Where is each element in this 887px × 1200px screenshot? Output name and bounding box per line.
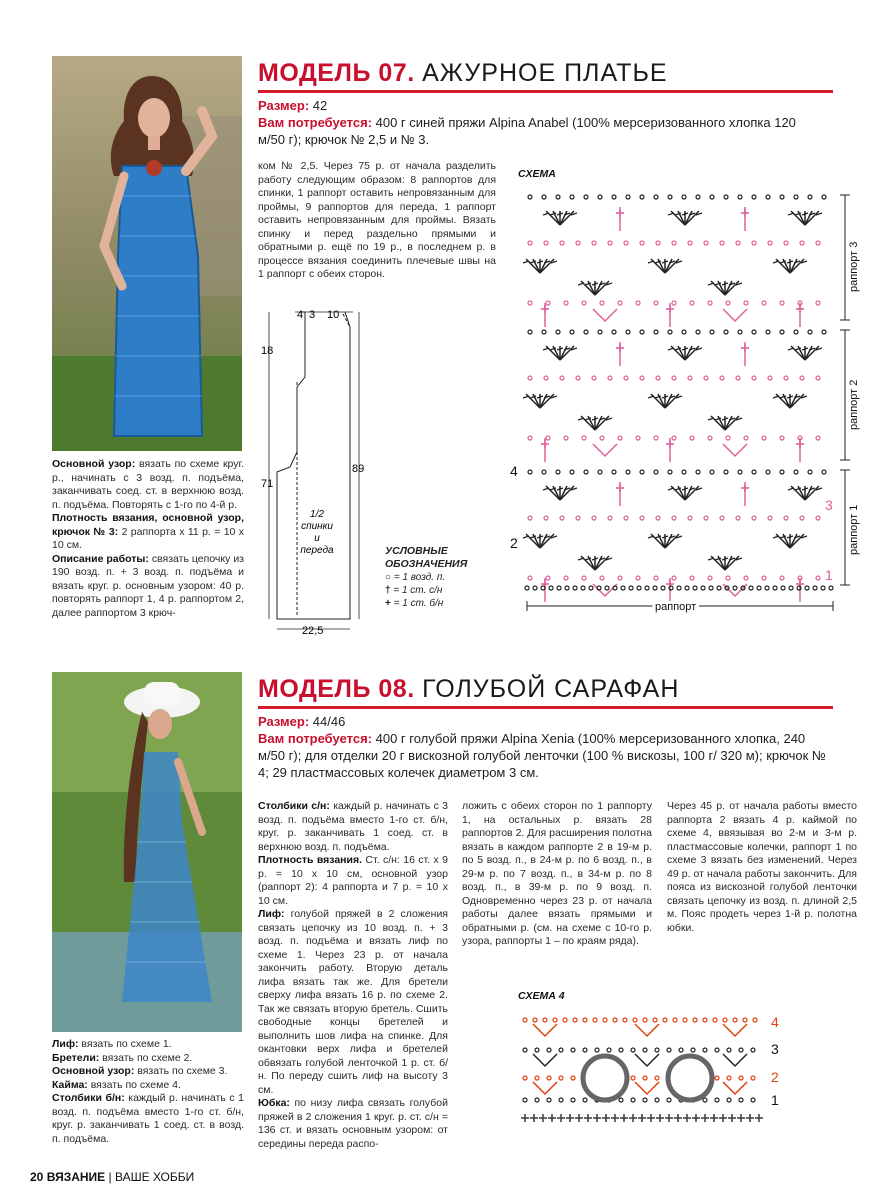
- paragraph: Лиф: вязать по схеме 1.: [52, 1038, 172, 1050]
- paragraph: Описание работы: связать цепочку из 190 возд. п. + 3 возд. п. подъёма и вязать круг. р. основным узором: 40 р. повторять раппорт 1, 4 р. раппортом 2, далее раппортом 3 крюч-: [52, 552, 244, 619]
- rapport-2-label: раппорт 2: [848, 379, 860, 430]
- pattern-label-line: переда: [300, 545, 334, 556]
- page-footer: [30, 1170, 194, 1184]
- model07-schema: [505, 180, 865, 620]
- dim-89: 89: [352, 463, 365, 475]
- pattern-label-line: и: [314, 533, 320, 544]
- need-value: 400 г синей пряжи Alpina Anabel (100% мерсеризованного хлопка 120 м/50 г); крючок № 2,5 и № 3.: [258, 115, 796, 147]
- model07-pattern-drawing: [255, 302, 375, 637]
- model08-title: [258, 674, 679, 704]
- single-crochet-icon: +: [385, 598, 391, 609]
- paragraph: Основной узор: вязать по схеме круг. р., начинать с 3 возд. п. подъёма, заканчивать соед. ст. в верхнюю возд. п. подъёма. Повторять с 1-го по 4-й р.: [52, 458, 244, 511]
- footer-separator: |: [108, 1170, 112, 1184]
- model07-photo: [52, 56, 242, 451]
- magazine-name: ВЯЗАНИЕ: [46, 1170, 106, 1184]
- size-label: Размер:: [258, 98, 310, 113]
- paragraph: Плотность вязания, основной узор, крючок № 3: 2 раппорта х 11 р. = 10 х 10 см.: [52, 512, 244, 551]
- plastic-ring: [583, 1056, 627, 1100]
- magazine-subtitle: ВАШЕ ХОББИ: [115, 1170, 195, 1184]
- need-label: Вам потребуется:: [258, 731, 372, 746]
- model08-meta: [258, 713, 828, 781]
- dim-18: 18: [261, 345, 274, 357]
- plastic-ring: [668, 1056, 712, 1100]
- dim-3: 3: [309, 309, 316, 321]
- paragraph: Юбка: по низу лифа связать голубой пряжей в 2 сложения 1 круг. р. ст. с/н = 136 ст. и вязать основным узором: от середины переда распо-: [258, 1097, 448, 1150]
- paragraph: Кайма: вязать по схеме 4.: [52, 1078, 181, 1091]
- legend-item: ○ = 1 возд. п.: [385, 572, 446, 583]
- size-value: 44/46: [312, 714, 346, 729]
- model08-schema4-title: СХЕМА 4: [518, 990, 565, 1002]
- model07-column-text: ком № 2,5. Через 75 р. от начала разделить работу следующим образом: 8 раппортов для спинки, 1 раппорт оставить непровязанным для проймы, 9 раппортов для переда, 1 раппорт оставить непровязанным для проймы. Вязать спинку и перед раздельно прямыми и обратными р. ещё по 19 р., в последнем р. в процессе вязания соединить плечевые швы на 1 раппорт с обеих сторон.: [258, 160, 496, 280]
- row-number-3: 3: [825, 497, 833, 513]
- paragraph: Столбики с/н: каждый р. начинать с 3 возд. п. подъёма вместо 1-го ст. б/н, круг. р. заканчивать 1 соед. ст. в верхнюю возд. п. подъёма.: [258, 800, 449, 853]
- model07-left-text: [52, 458, 244, 620]
- dim-71: 71: [261, 478, 274, 490]
- schema4-row-2: 2: [771, 1069, 779, 1085]
- pattern-label-line: 1/2: [310, 509, 324, 520]
- paragraph: Лиф: голубой пряжей в 2 сложения связать цепочку из 10 возд. п. + 3 возд. п. подъёма и вязать лиф по схеме 1. Через 23 р. от начала закончить работу. Вторую деталь лифа вязать так же. Для бретели сверху лифа вязать 16 р. по схеме 2. Так же связать вторую бретель. Сшить свободные концы бретелей и выполнить шов лифа на спинке. Для окантовки верх лифа и бретелей обвязать голубой ленточкой 1 р. ст. б/н. По переду сшить лиф на высоту 3 см.: [258, 908, 448, 1096]
- legend-item: † = 1 ст. с/н: [385, 585, 443, 596]
- model07-legend: [385, 545, 505, 610]
- page-number: 20: [30, 1170, 44, 1184]
- rapport-3-label: раппорт 3: [848, 241, 860, 292]
- legend-title: ОБОЗНАЧЕНИЯ: [385, 558, 468, 570]
- paragraph: Бретели: вязать по схеме 2.: [52, 1051, 193, 1064]
- model07-title-rule: [258, 90, 833, 93]
- schema4-row-1: 1: [771, 1092, 779, 1108]
- row-number-4: 4: [510, 463, 518, 479]
- row-number-2: 2: [510, 535, 518, 551]
- model08-column-1: [258, 800, 448, 1151]
- legend-title: УСЛОВНЫЕ: [385, 545, 448, 557]
- model07-title-prefix: МОДЕЛЬ 07.: [258, 59, 415, 87]
- model08-photo: [52, 672, 242, 1032]
- model07-meta: [258, 97, 818, 148]
- dim-4: 4: [297, 309, 304, 321]
- schema4-marks: [521, 1018, 763, 1122]
- model08-column-3: Через 45 р. от начала работы вместо раппорта 2 вязать 4 р. каймой по схеме 4, ввязывая во 2-м и 3-м р. пластмассовые колечки, раппорт 1 по схеме 3 вязать без изменений. Через 49 р. от начала работы закончить. Для пояса из вискозной голубой ленточки связать цепочку из возд. п. длиной 2,5 м. Пояс продеть через 1-й р. полотна юбки.: [667, 800, 857, 934]
- need-value: 400 г голубой пряжи Alpina Xenia (100% мерсеризованного хлопка, 240 м/50 г); для отделки 20 г вискозной голубой ленточки (100 % вискозы, 100 г/ 320 м); крючок № 4; 29 пластмассовых колечек диаметром 3 см.: [258, 731, 826, 780]
- model08-title-rule: [258, 706, 833, 709]
- size-label: Размер:: [258, 714, 310, 729]
- model08-column-2: ложить с обеих сторон по 1 раппорту 1, на остальных р. вязать 28 раппортов 2. Для расширения полотна вязать в каждом раппорте 2 в 19-м р. по 5 возд. п., в 24-м р. по 6 возд. п., в 29-м р. по 7 возд. п., в 34-м р. по 8 возд. п., в 39-м р. по 9 возд. п. Одновременно через 23 р. от начала работы далее вязать прямыми и обратными р. (см. на схеме с 10-го р. узора, раппорты 1 – по краям ряда).: [462, 800, 652, 947]
- schema4-row-3: 3: [771, 1041, 779, 1057]
- chain-stitch-icon: ○: [385, 572, 392, 583]
- need-label: Вам потребуется:: [258, 115, 372, 130]
- pattern-label-line: спинки: [301, 521, 333, 532]
- model08-schema4: [505, 1000, 805, 1140]
- rapport-1-label: раппорт 1: [848, 504, 860, 555]
- legend-item: + = 1 ст. б/н: [385, 598, 444, 609]
- schema4-row-4: 4: [771, 1014, 779, 1030]
- paragraph: Основной узор: вязать по схеме 3.: [52, 1065, 228, 1077]
- model07-schema-title: СХЕМА: [518, 168, 556, 180]
- paragraph: Плотность вязания. Ст. с/н: 16 ст. х 9 р. = 10 х 10 см, основной узор (раппорт 2): 4 раппорта и 7 р. = 10 х 10 см.: [258, 854, 448, 907]
- double-crochet-icon: †: [385, 585, 391, 596]
- size-value: 42: [312, 98, 328, 113]
- model07-title-rest: АЖУРНОЕ ПЛАТЬЕ: [422, 59, 668, 87]
- paragraph: Столбики б/н: каждый р. начинать с 1 возд. п. подъёма вместо 1-го ст. б/н, круг. р. заканчивать 1 соед. ст. в возд. п. подъёма.: [52, 1092, 244, 1145]
- row-number-1: 1: [825, 567, 833, 583]
- model08-title-prefix: МОДЕЛЬ 08.: [258, 675, 415, 703]
- dim-10: 10: [327, 309, 340, 321]
- model08-title-rest: ГОЛУБОЙ САРАФАН: [422, 675, 680, 703]
- dim-22-5: 22,5: [302, 625, 324, 637]
- rapport-bottom-label: раппорт: [655, 601, 697, 613]
- schema-marks: [523, 195, 833, 602]
- model07-title: [258, 58, 668, 88]
- model08-left-text: [52, 1038, 244, 1146]
